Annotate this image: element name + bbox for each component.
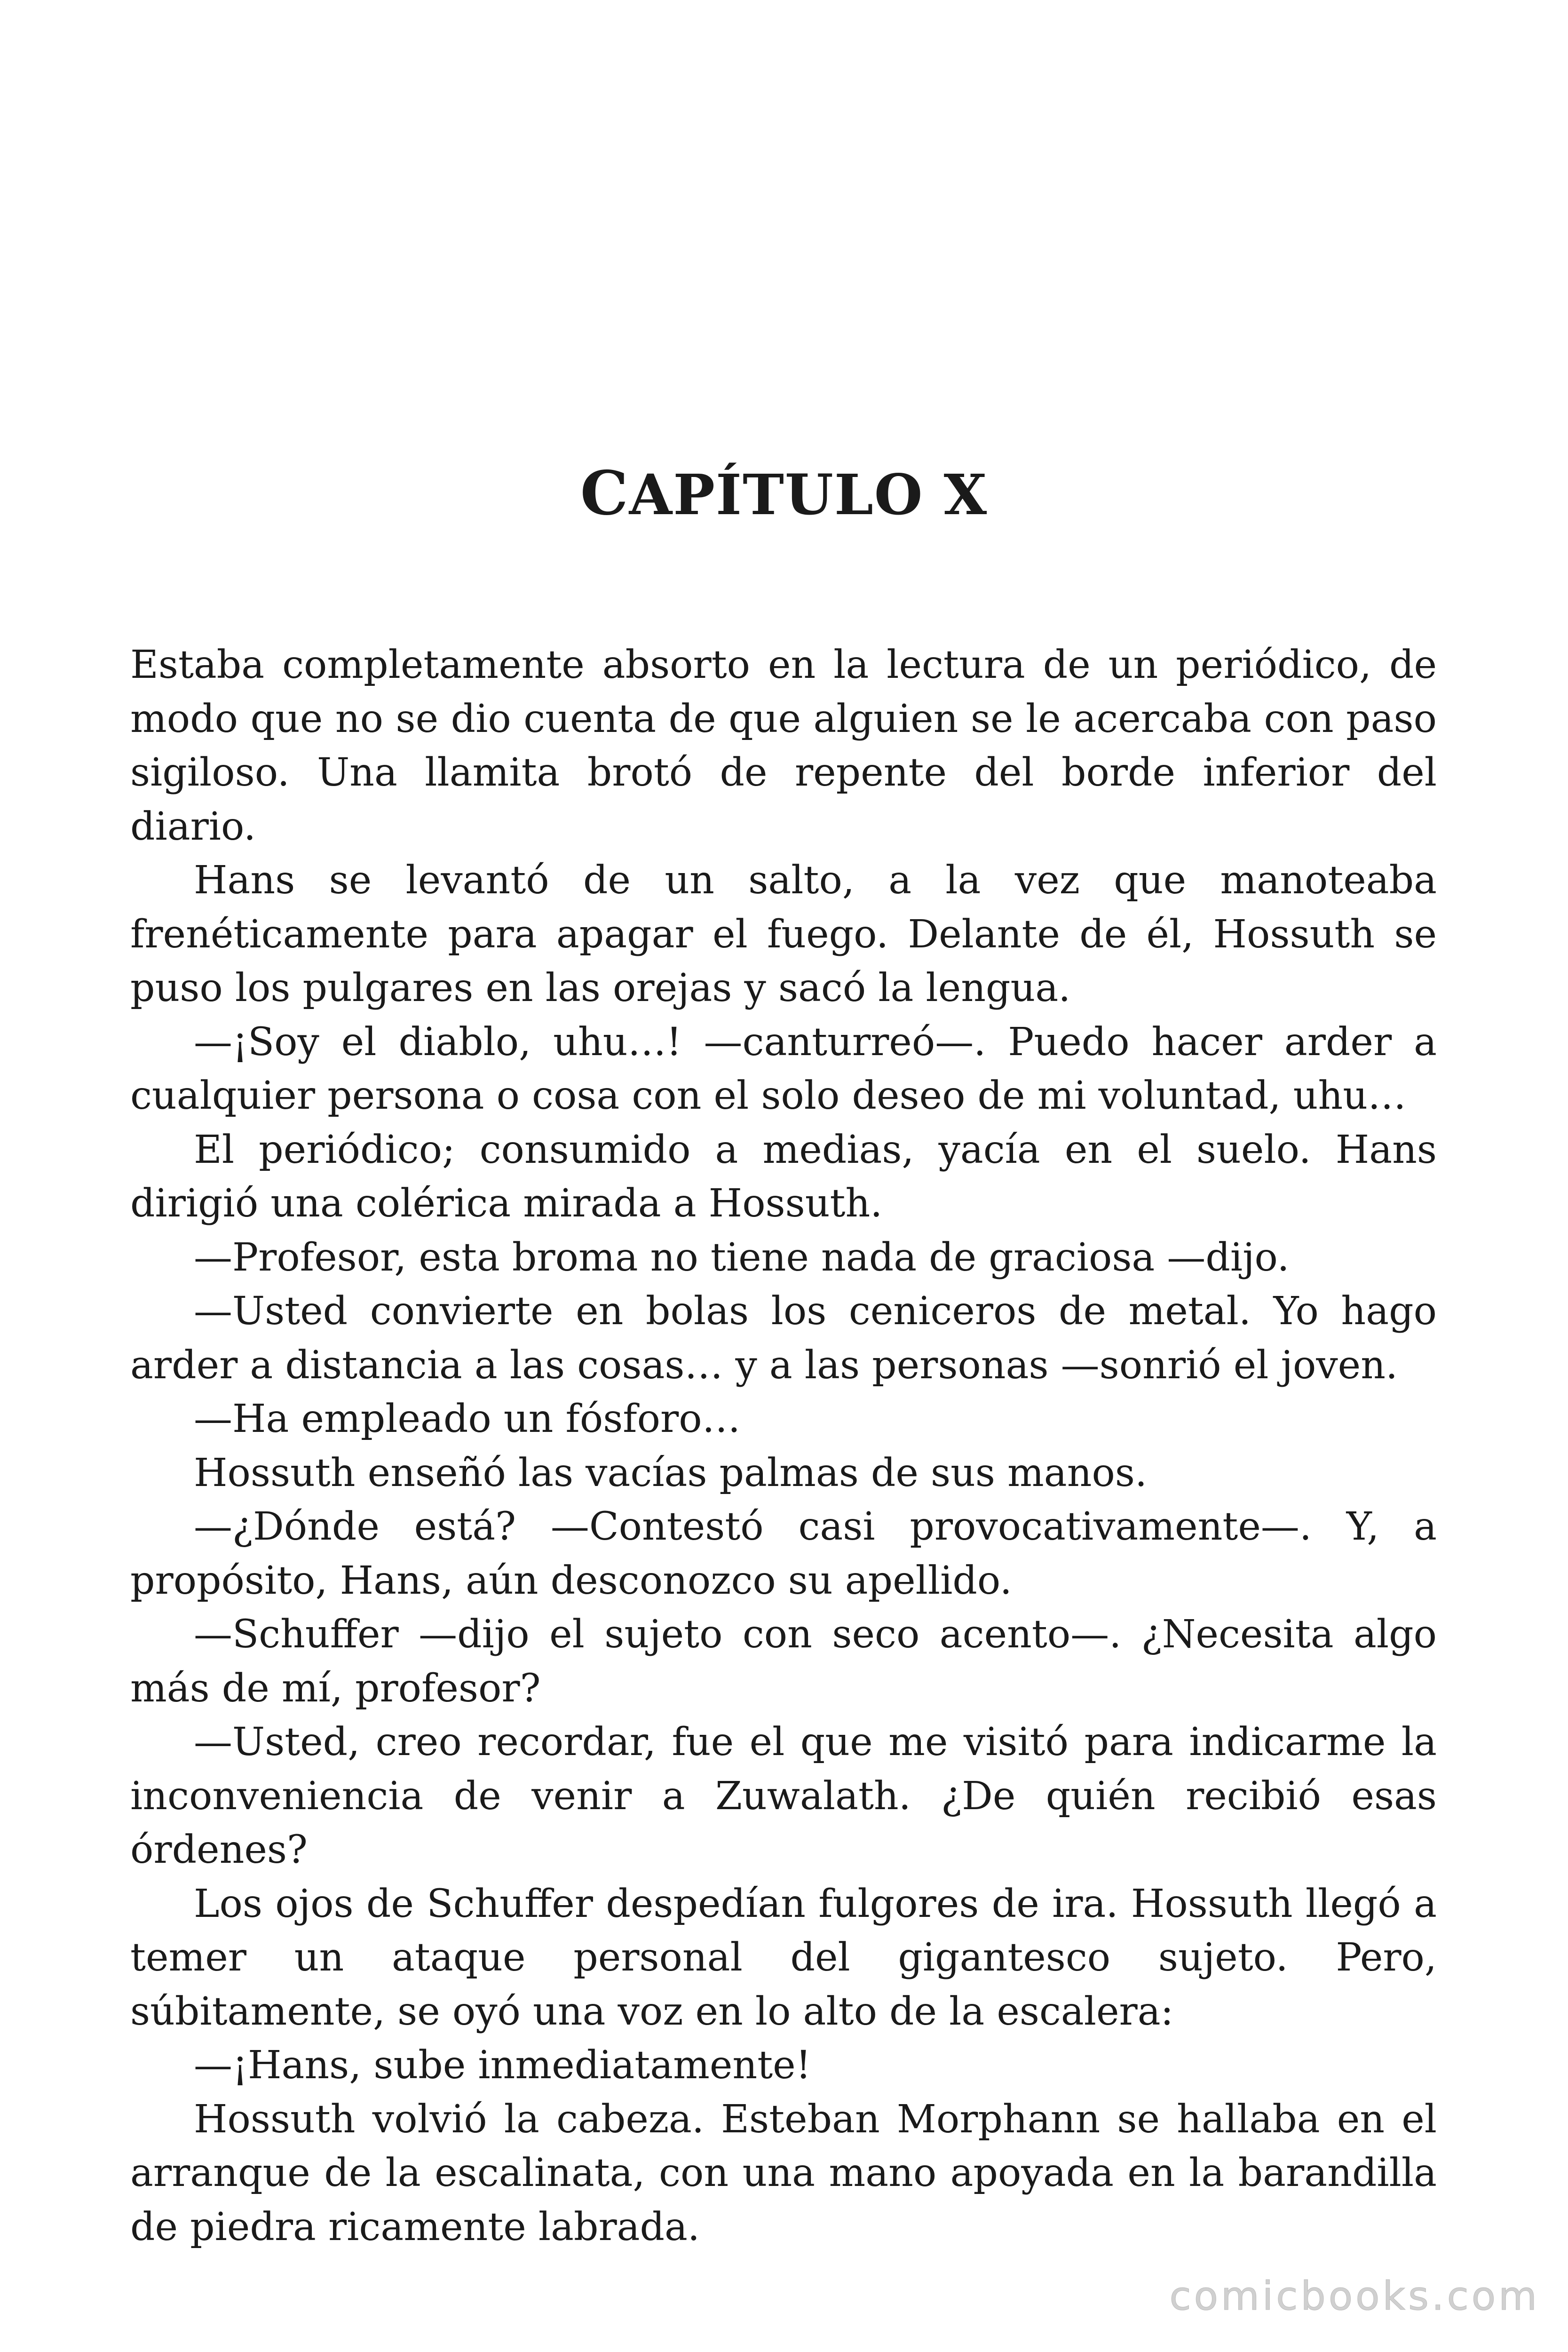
paragraph: El periódico; consumido a medias, yacía en el suelo. Hans dirigió una colérica mirada a Hossuth. [130,1127,1437,1226]
paragraph: —¡Hans, sube inmediatamente! [194,2043,811,2088]
paragraph: Estaba completamente absorto en la lectura de un periódico, de modo que no se dio cuenta de que alguien se le acercaba con paso sigiloso. Una llamita brotó de repente del borde inferior del diario. [130,643,1437,849]
paragraph: —Usted convierte en bolas los ceniceros de metal. Yo hago arder a distancia a las cosas… y a las personas —sonrió el joven. [130,1289,1437,1388]
paragraph: —Schuffer —dijo el sujeto con seco acento—. ¿Necesita algo más de mí, profesor? [130,1612,1437,1711]
paragraph: Los ojos de Schuffer despedían fulgores de ira. Hossuth llegó a temer un ataque personal del gigantesco sujeto. Pero, súbitamente, se oyó una voz en lo alto de la escalera: [130,1881,1437,2034]
paragraph: —¿Dónde está? —Contestó casi provocativamente—. Y, a propósito, Hans, aún desconozco su apellido. [130,1504,1437,1603]
chapter-title [0,458,1568,529]
paragraph: —Ha empleado un fósforo… [194,1397,741,1441]
chapter-title-rest: APÍTULO X [629,462,988,527]
paragraph: Hossuth volvió la cabeza. Esteban Morphann se hallaba en el arranque de la escalinata, con una mano apoyada en la barandilla de piedra ricamente labrada. [130,2097,1437,2249]
paragraph: —Usted, creo recordar, fue el que me visitó para indicarme la inconveniencia de venir a Zuwalath. ¿De quién recibió esas órdenes? [130,1720,1437,1872]
watermark: comicbooks.com [1169,2273,1540,2319]
paragraph: —¡Soy el diablo, uhu…! —canturreó—. Puedo hacer arder a cualquier persona o cosa con el solo deseo de mi voluntad, uhu… [130,1019,1437,1118]
paragraph: Hans se levantó de un salto, a la vez que manoteaba frenéticamente para apagar el fuego. Delante de él, Hossuth se puso los pulgares en las orejas y sacó la lengua. [130,858,1437,1010]
chapter-title-initial: C [580,458,629,529]
paragraph: Hossuth enseñó las vacías palmas de sus manos. [194,1450,1148,1495]
paragraph: —Profesor, esta broma no tiene nada de graciosa —dijo. [194,1235,1290,1280]
chapter-body [130,638,1437,2254]
